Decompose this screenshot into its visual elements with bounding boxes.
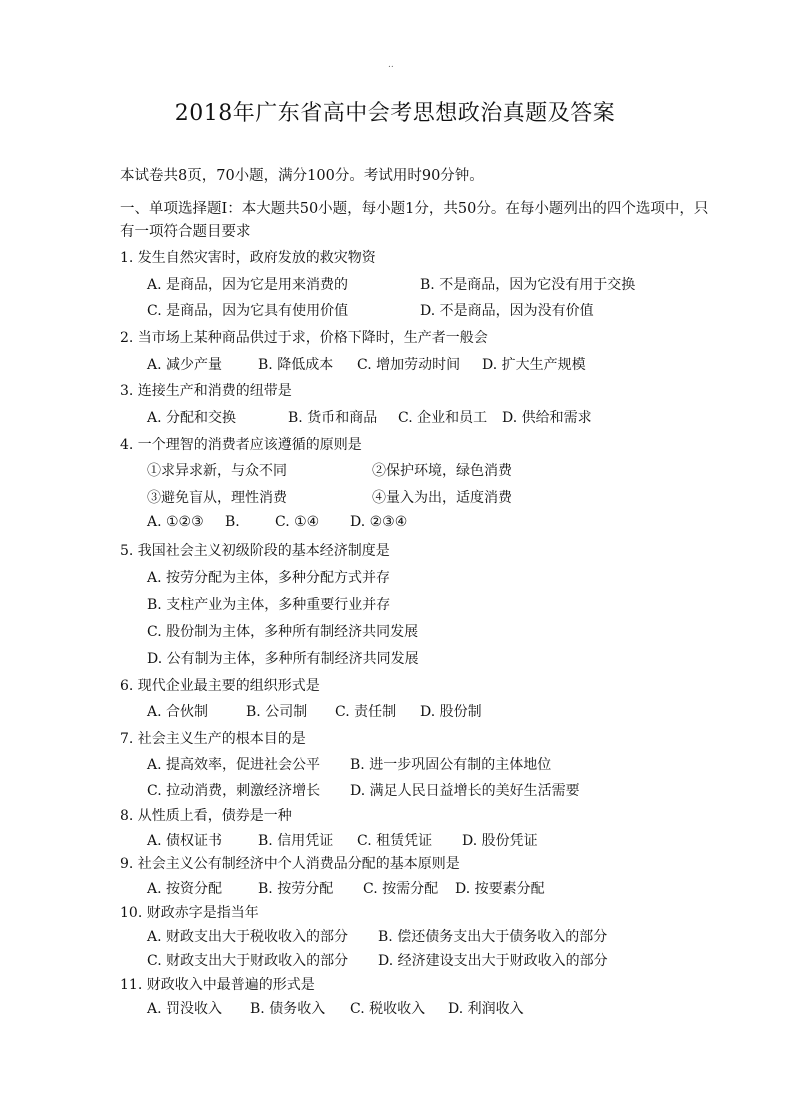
question-stem: 5. 我国社会主义初级阶段的基本经济制度是 [120,543,390,559]
option-a: A. 债权证书 [147,833,223,849]
option-d: D. ②③④ [350,514,408,530]
option-b: B. 支柱产业为主体，多种重要行业并存 [147,597,391,613]
question-stem: 8. 从性质上看，债券是一种 [120,808,292,824]
option-a: A. 是商品，因为它是用来消费的 [147,277,349,293]
option-d: D. 不是商品，因为没有价值 [420,303,594,319]
option-a: A. 按资分配 [147,881,223,897]
option-b: B. 降低成本 [258,357,334,373]
option-d: D. 利润收入 [448,1001,524,1017]
option-d: D. 经济建设支出大于财政收入的部分 [378,953,608,969]
option-c: C. 租赁凭证 [357,833,433,849]
option-b: B. 债务收入 [250,1001,326,1017]
exam-intro: 本试卷共8页，70小题，满分100分。考试用时90分钟。 [120,168,484,184]
option-b: B. 信用凭证 [258,833,334,849]
option-b: B. 货币和商品 [288,410,378,426]
header-mark: .. [388,60,394,70]
option-c: C. 股份制为主体，多种所有制经济共同发展 [147,624,419,640]
question-stem: 3. 连接生产和消费的纽带是 [120,383,292,399]
option-b: B. 进一步巩固公有制的主体地位 [350,757,552,773]
section-heading: 一、单项选择题I：本大题共50小题，每小题1分，共50分。在每小题列出的四个选项中，只有一项符合题目要求 [120,201,709,240]
statement-item: ④量入为出，适度消费 [372,490,512,506]
option-b: B. 按劳分配 [258,881,334,897]
option-a: A. 合伙制 [147,704,209,720]
option-b: B. 偿还债务支出大于债务收入的部分 [378,929,608,945]
page-title: 2018年广东省高中会考思想政治真题及答案 [174,101,616,126]
question-stem: 10. 财政赤字是指当年 [120,905,259,921]
option-d: D. 股份凭证 [462,833,538,849]
option-a: A. 财政支出大于税收收入的部分 [147,929,349,945]
option-c: C. 拉动消费，刺激经济增长 [147,783,321,799]
statement-item: ②保护环境，绿色消费 [372,463,512,479]
question-stem: 11. 财政收入中最普遍的形式是 [120,977,315,993]
question-stem: 6. 现代企业最主要的组织形式是 [120,678,320,694]
option-b: B. 公司制 [246,704,308,720]
question-stem: 2. 当市场上某种商品供过于求，价格下降时，生产者一般会 [120,330,488,346]
option-d: D. 股份制 [420,704,482,720]
option-a: A. 减少产量 [147,357,223,373]
option-c: C. 财政支出大于财政收入的部分 [147,953,349,969]
option-c: C. 税收收入 [350,1001,426,1017]
option-c: C. 是商品，因为它具有使用价值 [147,303,349,319]
statement-item: ①求异求新，与众不同 [147,463,287,479]
option-d: D. 供给和需求 [502,410,592,426]
option-d: D. 满足人民日益增长的美好生活需要 [350,783,580,799]
option-b: B. [225,514,240,530]
option-d: D. 按要素分配 [455,881,545,897]
option-d: D. 扩大生产规模 [482,357,586,373]
question-stem: 7. 社会主义生产的根本目的是 [120,731,306,747]
option-a: A. 按劳分配为主体，多种分配方式并存 [147,570,391,586]
option-c: C. 按需分配 [363,881,439,897]
option-a: A. 分配和交换 [147,410,237,426]
option-c: C. 增加劳动时间 [357,357,461,373]
option-a: A. 提高效率，促进社会公平 [147,757,321,773]
option-c: C. 企业和员工 [398,410,488,426]
option-b: B. 不是商品，因为它没有用于交换 [420,277,636,293]
question-stem: 1. 发生自然灾害时，政府发放的救灾物资 [120,250,376,266]
question-stem: 9. 社会主义公有制经济中个人消费品分配的基本原则是 [120,856,460,872]
option-a: A. 罚没收入 [147,1001,223,1017]
statement-item: ③避免盲从，理性消费 [147,490,287,506]
question-stem: 4. 一个理智的消费者应该遵循的原则是 [120,437,362,453]
option-a: A. ①②③ [147,514,204,530]
option-c: C. 责任制 [335,704,397,720]
option-c: C. ①④ [275,514,320,530]
option-d: D. 公有制为主体，多种所有制经济共同发展 [147,651,419,667]
